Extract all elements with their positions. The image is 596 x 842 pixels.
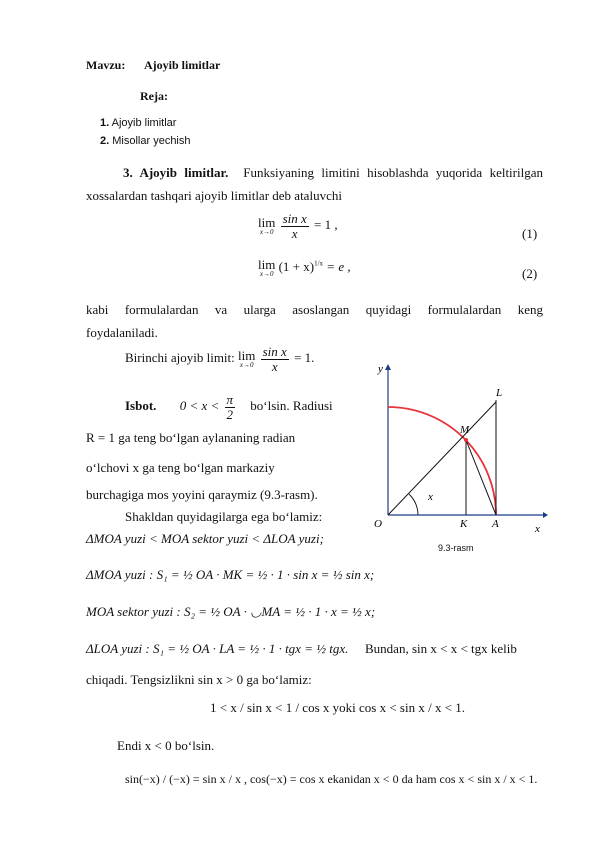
divide-text: chiqadi. Tengsizlikni sin x > 0 ga bo‘lamiz:	[86, 672, 312, 687]
final-statement: sin(−x) / (−x) = sin x / x , cos(−x) = cos x ekanidan x < 0 da ham cos x < sin x / x < 1.	[125, 772, 538, 786]
formula-2-tag: (2)	[522, 266, 538, 281]
section-intro-line2: xossalardan tashqari ajoyib limitlar deb ataluvchi	[86, 188, 342, 203]
proof-line3: o‘lchovi x ga teng bo‘lgan markaziy	[86, 460, 275, 475]
formula-1-tag: (1)	[522, 226, 538, 241]
plan-label: Reja:	[140, 89, 168, 103]
proof-line2: R = 1 ga teng bo‘lgan aylananing radian	[86, 430, 296, 445]
negative-case: Endi x < 0 bo‘lsin.	[117, 738, 215, 753]
topic-title: Ajoyib limitlar	[144, 58, 221, 72]
area-triangle-MOA: ΔMOA yuzi : S₁ = ½ OA · MK = ½ · 1 · sin x = ½ sin x;	[86, 567, 375, 582]
usage-line2: foydalaniladi.	[86, 325, 158, 340]
formula-2: lim x→0 $(1 + x)^{1/x} = e$ ,	[258, 257, 351, 278]
bundan-text: Bundan, sin x < x < tgx kelib	[365, 641, 517, 656]
point-M	[464, 438, 468, 442]
topic-label: Mavzu:	[86, 58, 126, 72]
label-L: L	[496, 387, 503, 399]
line-MA	[466, 440, 496, 515]
angle-arc	[409, 494, 418, 515]
plan-item: 1. Ajoyib limitlar	[100, 117, 177, 129]
y-axis-arrow-icon	[385, 364, 391, 370]
label-A: A	[492, 518, 499, 530]
area-sector-MOA: MOA sektor yuzi : S₂ = ½ OA · ◡MA = ½ · 1 · x = ½ x;	[86, 604, 376, 619]
label-M: M	[460, 424, 470, 436]
area-inequality: ΔMOA yuzi < MOA sektor yuzi < ΔLOA yuzi;	[86, 531, 324, 546]
figure-caption: 9.3-rasm	[438, 543, 474, 553]
x-axis-arrow-icon	[543, 512, 548, 518]
proof-line1: Isbot. 0 < x < $\frac{\pi}{2}$ bo‘lsin. Radiusi	[125, 392, 333, 422]
proof-line4: burchagiga mos yoyini qaraymiz (9.3-rasm).	[86, 487, 318, 502]
section-intro-line1: 3. Ajoyib limitlar. Funksiyaning limitini hisoblashda yuqorida keltirilgan	[123, 165, 543, 180]
proof-line5: Shakldan quyidagilarga ega bo‘lamiz:	[125, 509, 323, 524]
unit-arc	[388, 407, 496, 515]
inequality-2: 1 < x / sin x < 1 / cos x yoki cos x < sin x / x < 1.	[210, 700, 466, 715]
first-limit: Birinchi ajoyib limit: lim x→0 $\frac{\text{sin x}}{x}$ = 1.	[125, 344, 315, 374]
usage-line1: kabi formulalardan va ularga asoslangan quyidagi formulalardan keng	[86, 302, 543, 317]
plan-item: 2. Misollar yechish	[100, 135, 191, 147]
label-K: K	[460, 518, 468, 530]
area-triangle-LOA: ΔLOA yuzi : S₁ = ½ OA · LA = ½ · 1 · tgx = ½ tgx.	[86, 641, 349, 656]
label-x-axis: x	[535, 523, 540, 535]
formula-1: lim x→0 $\frac{\text{sin x}}{x}$ = 1 ,	[258, 211, 338, 241]
label-angle-x: x	[428, 491, 433, 503]
label-O: O	[374, 518, 382, 530]
unit-circle-figure	[368, 360, 548, 550]
label-y: y	[378, 363, 383, 375]
